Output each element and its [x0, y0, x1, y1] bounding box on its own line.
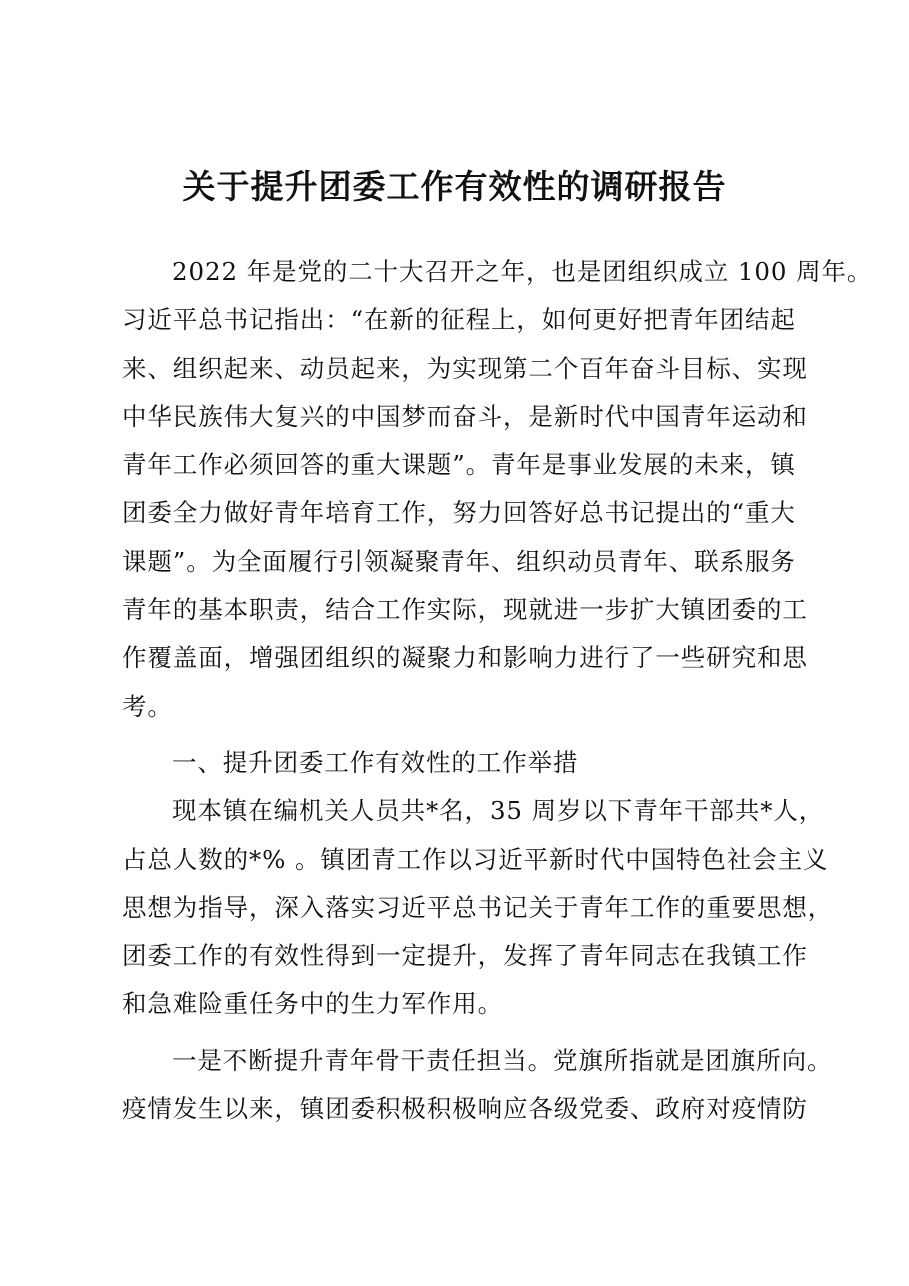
paragraph-line: 疫情发生以来，镇团委积极积极响应各级党委、政府对疫情防 — [122, 1094, 808, 1124]
heading-line: 一、提升团委工作有效性的工作举措 — [172, 747, 579, 777]
paragraph-line: 一是不断提升青年骨干责任担当。党旗所指就是团旗所向。 — [172, 1045, 833, 1075]
paragraph-line: 团委工作的有效性得到一定提升，发挥了青年同志在我镇工作 — [122, 941, 808, 971]
paragraph-line: 和急难险重任务中的生力军作用。 — [122, 989, 503, 1019]
paragraph-line: 课题”。为全面履行引领凝聚青年、组织动员青年、联系服务 — [122, 546, 796, 576]
document-title: 关于提升团委工作有效性的调研报告 — [182, 167, 727, 206]
paragraph-staff — [122, 787, 834, 1028]
paragraph-line: 习近平总书记指出：“在新的征程上，如何更好把青年团结起 — [122, 305, 796, 335]
paragraph-line: 思想为指导，深入落实习近平总书记关于青年工作的重要思想， — [122, 892, 834, 922]
paragraph-measure-one — [122, 1037, 833, 1134]
paragraph-line: 占总人数的*% 。镇团青工作以习近平新时代中国特色社会主义 — [122, 844, 829, 874]
paragraph-line: 青年的基本职责，结合工作实际，现就进一步扩大镇团委的工 — [122, 595, 808, 625]
paragraph-line: 现本镇在编机关人员共*名，35 周岁以下青年干部共*人， — [172, 796, 825, 826]
paragraph-line: 来、组织起来、动员起来，为实现第二个百年奋斗目标、实现 — [122, 353, 808, 383]
paragraph-line: 青年工作必须回答的重大课题”。青年是事业发展的未来，镇 — [122, 450, 796, 480]
paragraph-line: 2022 年是党的二十大召开之年，也是团组织成立 100 周年。 — [172, 257, 873, 286]
paragraph-intro — [122, 248, 873, 731]
section-heading — [122, 739, 817, 787]
document-body — [122, 248, 873, 1133]
paragraph-line: 作覆盖面，增强团组织的凝聚力和影响力进行了一些研究和思 — [122, 643, 808, 673]
paragraph-line: 团委全力做好青年培育工作，努力回答好总书记提出的“重大 — [122, 498, 796, 528]
paragraph-line: 考。 — [122, 691, 173, 721]
paragraph-line: 中华民族伟大复兴的中国梦而奋斗，是新时代中国青年运动和 — [122, 401, 808, 431]
